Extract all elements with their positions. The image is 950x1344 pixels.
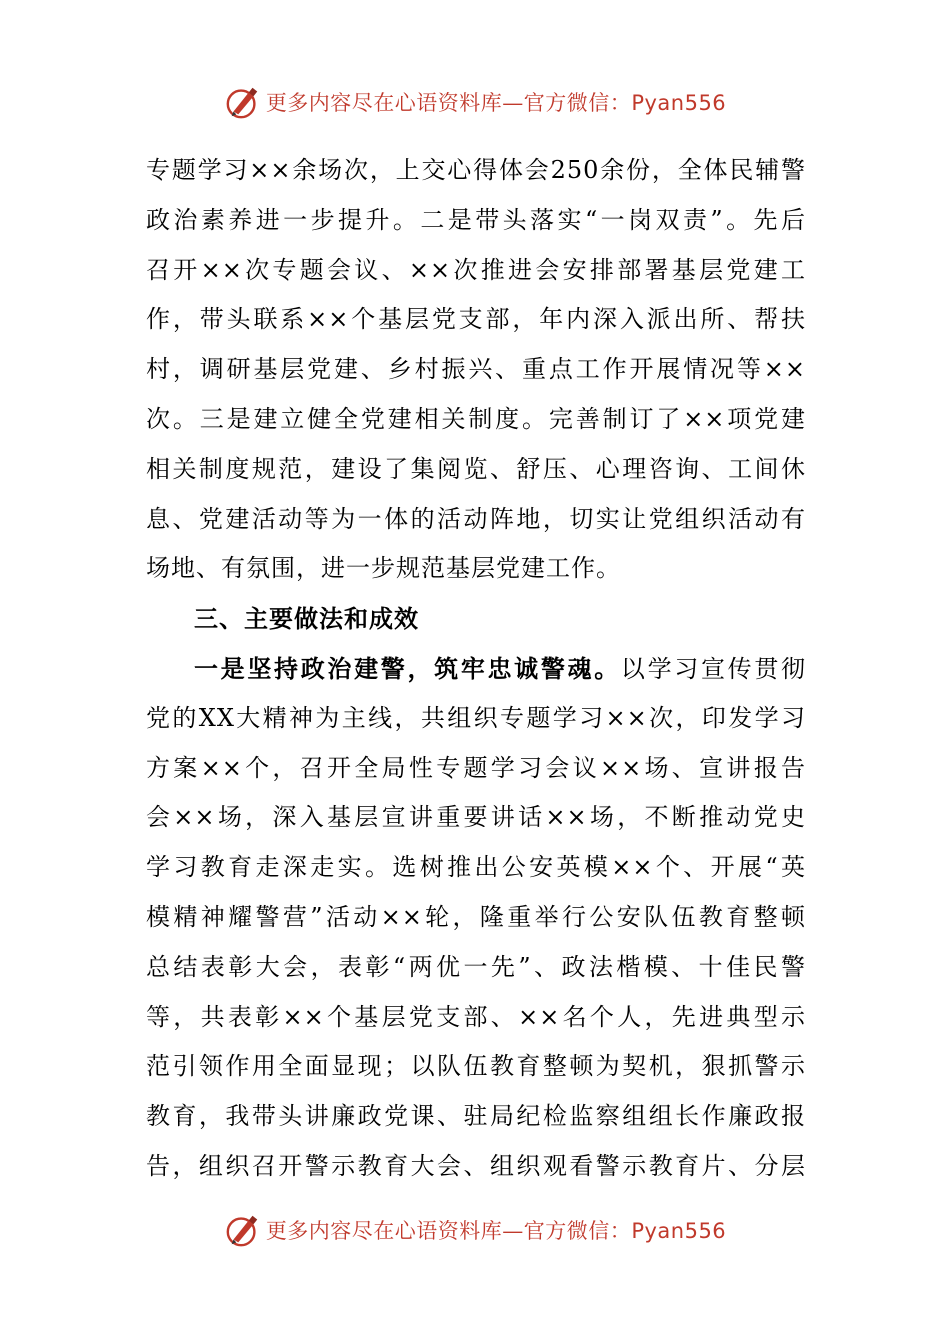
text-line: 教育，我带头讲廉政党课、驻局纪检监察组组长作廉政报 — [146, 1102, 806, 1131]
text-line: 模精神耀警营”活动××轮，隆重举行公安队伍教育整顿 — [146, 902, 806, 931]
pen-logo-icon — [224, 1211, 262, 1249]
text-line: 等，共表彰××个基层党支部、××名个人，先进典型示 — [146, 1002, 806, 1031]
wechat-id: Pyan556 — [631, 91, 727, 115]
text-line: 告，组织召开警示教育大会、组织观看警示教育片、分层 — [146, 1151, 806, 1180]
text-line: 政治素养进一步提升。二是带头落实“一岗双责”。先后 — [146, 205, 806, 234]
text-line: 相关制度规范，建设了集阅览、舒压、心理咨询、工间休 — [146, 454, 806, 483]
banner-text: 更多内容尽在心语资料库—官方微信：Pyan556 — [265, 91, 727, 115]
text-line: 召开××次专题会议、××次推进会安排部署基层党建工 — [146, 255, 806, 284]
text-line: 专题学习××余场次，上交心得体会250余份，全体民辅警 — [146, 156, 806, 184]
text-line: 学习教育走深走实。选树推出公安英模××个、开展“英 — [146, 853, 806, 882]
text-line: 作，带头联系××个基层党支部，年内深入派出所、帮扶 — [146, 305, 806, 334]
section-heading: 三、主要做法和成效 — [194, 604, 419, 634]
text-line: 次。三是建立健全党建相关制度。完善制订了××项党建 — [146, 404, 806, 433]
paragraph-lead-bold: 一是坚持政治建警，筑牢忠诚警魂。 — [194, 653, 621, 683]
text-line: 方案××个，召开全局性专题学习会议××场、宣讲报告 — [146, 753, 806, 782]
header-banner — [0, 82, 950, 122]
text-line: 村，调研基层党建、乡村振兴、重点工作开展情况等×× — [146, 355, 806, 384]
banner-text: 更多内容尽在心语资料库—官方微信：Pyan556 — [265, 1219, 727, 1243]
text-line: 息、党建活动等为一体的活动阵地，切实让党组织活动有 — [146, 504, 806, 533]
pen-logo-icon — [224, 83, 262, 121]
text-line: 范引领作用全面显现；以队伍教育整顿为契机，狠抓警示 — [146, 1052, 806, 1081]
document-body — [146, 146, 806, 1192]
wechat-id: Pyan556 — [631, 1219, 727, 1243]
text-line: 总结表彰大会，表彰“两优一先”、政法楷模、十佳民警 — [146, 952, 806, 981]
text-line: 会××场，深入基层宣讲重要讲话××场，不断推动党史 — [146, 803, 806, 832]
paragraph-first-line — [146, 644, 806, 694]
paragraph-lead-rest: 以学习宣传贯彻 — [620, 654, 806, 683]
text-line: 场地、有氛围，进一步规范基层党建工作。 — [146, 554, 621, 583]
text-line: 党的XX大精神为主线，共组织专题学习××次，印发学习 — [146, 703, 806, 732]
footer-banner — [0, 1210, 950, 1250]
